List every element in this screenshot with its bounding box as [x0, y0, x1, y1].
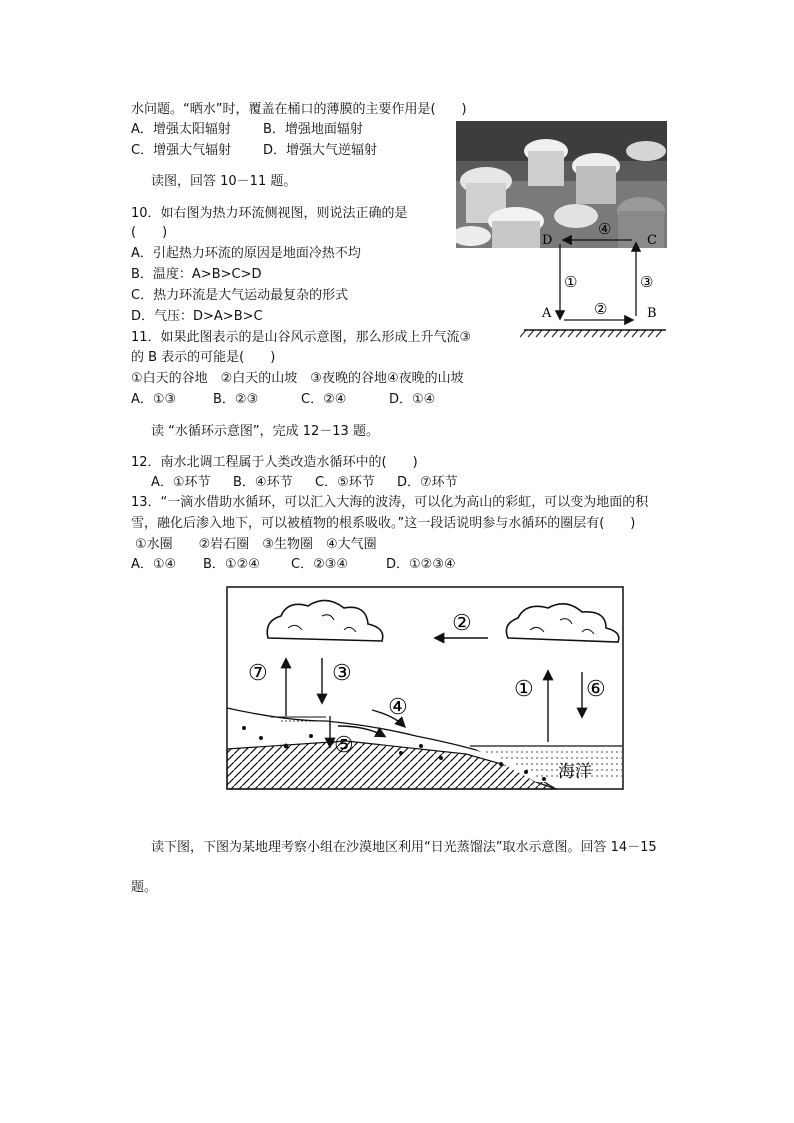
q13-option-b: B．①②④ [203, 557, 260, 572]
wc-step-3-label: ③ [332, 661, 352, 686]
q10-option-b: B．温度：A>B>C>D [131, 267, 262, 282]
q10-option-c: C．热力环流是大气运动最复杂的形式 [131, 288, 349, 303]
point-b-label: B [647, 306, 657, 321]
q13-option-c: C．②③④ [291, 557, 349, 572]
q13-option-d: D．①②③④ [386, 557, 456, 572]
q9-stem: 水问题。“晒水”时，覆盖在桶口的薄膜的主要作用是( ) [131, 102, 467, 117]
q13-option-a: A．①④ [131, 557, 177, 572]
q9-option-b: B．增强地面辐射 [263, 122, 363, 137]
q12-stem: 12．南水北调工程属于人类改造水循环中的( ) [131, 455, 418, 470]
point-a-label: A [542, 306, 552, 321]
intro-12-13: 读 “水循环示意图”，完成 12－13 题。 [151, 424, 379, 439]
wc-step-7-label: ⑦ [248, 661, 268, 686]
q12-option-c: C．⑤环节 [315, 475, 375, 490]
point-c-label: C [647, 233, 657, 248]
wc-step-6-label: ⑥ [586, 677, 606, 702]
q12-option-b: B．④环节 [233, 475, 293, 490]
flow-4-label: ④ [598, 220, 612, 238]
point-d-label: D [542, 233, 553, 248]
q9-option-a: A．增强太阳辐射 [131, 122, 231, 137]
wc-step-5-label: ⑤ [334, 733, 354, 758]
q11-option-c: C．②④ [301, 392, 347, 407]
intro-10-11: 读图，回答 10－11 题。 [151, 174, 297, 189]
q12-option-d: D．⑦环节 [397, 475, 458, 490]
q11-stem: 11．如果此图表示的是山谷风示意图，那么形成上升气流③ [131, 330, 472, 345]
wc-step-1-label: ① [514, 677, 534, 702]
q11-choices: ①白天的谷地 ②白天的山坡 ③夜晚的谷地④夜晚的山坡 [131, 371, 464, 386]
thermal-circulation-diagram [520, 220, 670, 340]
water-cycle-diagram [226, 586, 624, 790]
q11-option-d: D．①④ [389, 392, 436, 407]
q10-stem-paren: ( ) [131, 225, 168, 240]
q13-stem-cont: 雪，融化后渗入地下，可以被植物的根系吸收。”这一段话说明参与水循环的圈层有( ) [131, 516, 636, 531]
intro-14-15-cont: 题。 [131, 880, 158, 895]
q10-option-a: A．引起热力环流的原因是地面冷热不均 [131, 246, 361, 261]
q9-option-c: C．增强大气辐射 [131, 143, 232, 158]
flow-1-label: ① [564, 273, 578, 291]
wc-step-4-label: ④ [388, 695, 408, 720]
ocean-label: 海洋 [558, 762, 592, 782]
intro-14-15: 读下图，下图为某地理考察小组在沙漠地区利用“日光蒸馏法”取水示意图。回答 14－15 [151, 840, 657, 855]
q13-stem: 13．“一滴水借助水循环，可以汇入大海的波涛，可以化为高山的彩虹，可以变为地面的积 [131, 495, 649, 510]
q13-choices: ①水圈 ②岩石圈 ③生物圈 ④大气圈 [135, 537, 377, 552]
q10-option-d: D．气压：D>A>B>C [131, 309, 263, 324]
flow-2-label: ② [594, 300, 608, 318]
wc-step-2-label: ② [452, 611, 472, 636]
q9-option-d: D．增强大气逆辐射 [263, 143, 378, 158]
q12-option-a: A．①环节 [151, 475, 211, 490]
q10-stem: 10．如右图为热力环流侧视图，则说法正确的是 [131, 206, 408, 221]
q11-option-a: A．①③ [131, 392, 177, 407]
q11-stem-cont: 的 B 表示的可能是( ) [131, 350, 276, 365]
q11-option-b: B．②③ [213, 392, 259, 407]
flow-3-label: ③ [640, 273, 654, 291]
